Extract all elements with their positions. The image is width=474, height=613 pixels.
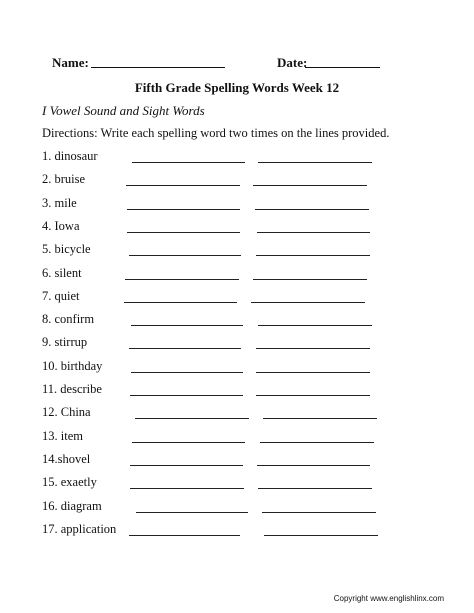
write-line-second[interactable] bbox=[264, 535, 378, 536]
write-line-first[interactable] bbox=[131, 325, 243, 326]
write-line-first[interactable] bbox=[129, 535, 240, 536]
write-line-second[interactable] bbox=[258, 325, 372, 326]
write-line-first[interactable] bbox=[129, 255, 241, 256]
spelling-word: 2. bruise bbox=[42, 172, 86, 187]
date-label: Date: bbox=[277, 55, 308, 70]
write-line-first[interactable] bbox=[124, 302, 237, 303]
write-line-second[interactable] bbox=[260, 442, 374, 443]
write-line-second[interactable] bbox=[257, 232, 370, 233]
spelling-word: 16. diagram bbox=[42, 498, 102, 513]
spelling-word: 1. dinosaur bbox=[42, 149, 98, 163]
spelling-word: 9. stirrup bbox=[42, 335, 88, 350]
write-line-second[interactable] bbox=[256, 255, 370, 256]
copyright-text: Copyright www.englishlinx.com bbox=[333, 594, 444, 603]
spelling-word: 17. application bbox=[42, 521, 117, 536]
write-line-first[interactable] bbox=[127, 209, 240, 210]
write-line-first[interactable] bbox=[126, 185, 240, 186]
write-line-first[interactable] bbox=[136, 512, 248, 513]
directions-text: Directions: Write each spelling word two times on the lines provided. bbox=[42, 126, 390, 140]
write-line-second[interactable] bbox=[258, 162, 372, 163]
page-title: Fifth Grade Spelling Words Week 12 bbox=[134, 80, 340, 95]
write-line-first[interactable] bbox=[129, 348, 241, 349]
name-field-line[interactable] bbox=[91, 67, 225, 68]
spelling-word: 10. birthday bbox=[42, 358, 103, 373]
write-line-first[interactable] bbox=[130, 465, 243, 466]
write-line-first[interactable] bbox=[130, 395, 243, 396]
spelling-word: 5. bicycle bbox=[42, 242, 91, 257]
page-subtitle: I Vowel Sound and Sight Words bbox=[42, 103, 205, 118]
write-line-second[interactable] bbox=[258, 488, 372, 489]
write-line-second[interactable] bbox=[263, 418, 377, 419]
date-field-line[interactable] bbox=[305, 67, 380, 68]
write-line-first[interactable] bbox=[127, 232, 240, 233]
spelling-word: 12. China bbox=[42, 405, 91, 420]
write-line-first[interactable] bbox=[131, 372, 243, 373]
write-line-second[interactable] bbox=[253, 279, 367, 280]
spelling-word: 3. mile bbox=[42, 195, 77, 210]
spelling-word: 6. silent bbox=[42, 265, 82, 280]
spelling-word: 8. confirm bbox=[42, 312, 95, 327]
spelling-word: 14.shovel bbox=[42, 451, 91, 466]
spelling-word: 4. Iowa bbox=[42, 218, 80, 233]
write-line-second[interactable] bbox=[256, 372, 370, 373]
write-line-second[interactable] bbox=[256, 348, 370, 349]
write-line-first[interactable] bbox=[132, 442, 245, 443]
spelling-word: 13. item bbox=[42, 428, 83, 443]
write-line-second[interactable] bbox=[257, 465, 370, 466]
name-label: Name: bbox=[52, 55, 89, 70]
write-line-first[interactable] bbox=[125, 279, 239, 280]
write-line-second[interactable] bbox=[253, 185, 367, 186]
spelling-word: 15. exaetly bbox=[42, 475, 97, 490]
spelling-word: 7. quiet bbox=[42, 288, 80, 303]
write-line-first[interactable] bbox=[135, 418, 249, 419]
write-line-second[interactable] bbox=[255, 209, 369, 210]
write-line-second[interactable] bbox=[256, 395, 370, 396]
write-line-second[interactable] bbox=[262, 512, 376, 513]
write-line-first[interactable] bbox=[130, 488, 244, 489]
write-line-second[interactable] bbox=[251, 302, 365, 303]
spelling-word: 11. describe bbox=[42, 382, 102, 396]
write-line-first[interactable] bbox=[132, 162, 245, 163]
